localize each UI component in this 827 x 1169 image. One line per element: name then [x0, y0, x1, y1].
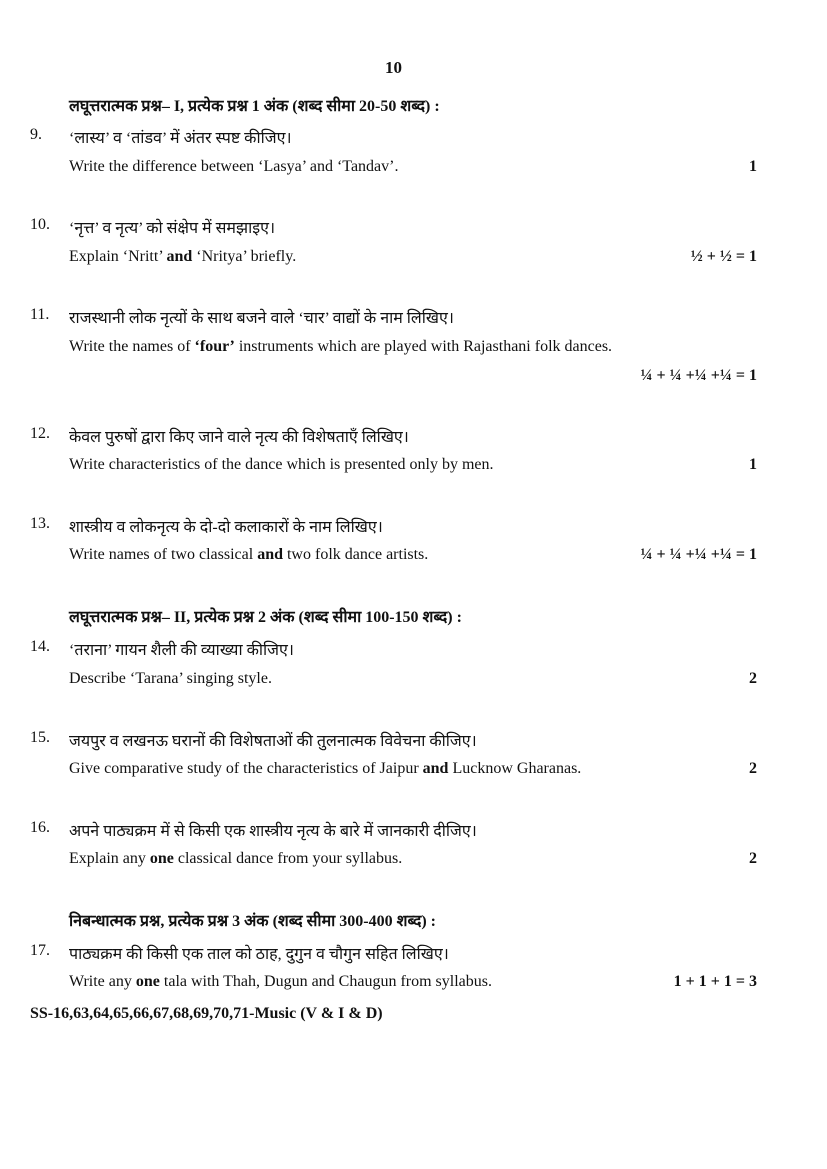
question-english-text: Explain ‘Nritt’ and ‘Nritya’ briefly.	[69, 248, 297, 265]
section-heading-essay: निबन्धात्मक प्रश्न, प्रत्येक प्रश्न 3 अंक (शब्द सीमा 300-400 शब्द) :	[69, 913, 436, 930]
question-number: 16.	[30, 819, 50, 836]
section-heading-short-answer-1: लघूत्तरात्मक प्रश्न– I, प्रत्येक प्रश्न 1 अंक (शब्द सीमा 20-50 शब्द) :	[69, 98, 440, 115]
question-number: 14.	[30, 638, 50, 655]
question-english-text: Write the difference between ‘Lasya’ and ‘Tandav’.	[69, 158, 399, 175]
question-marks: 1 + 1 + 1 = 3	[673, 973, 757, 990]
question-hindi-text: ‘नृत्त’ व नृत्य’ को संक्षेप में समझाइए।	[69, 220, 276, 237]
section-heading-short-answer-2: लघूत्तरात्मक प्रश्न– II, प्रत्येक प्रश्न 2 अंक (शब्द सीमा 100-150 शब्द) :	[69, 609, 462, 626]
page-number: 10	[385, 58, 402, 77]
question-number: 9.	[30, 126, 42, 143]
question-hindi-text: जयपुर व लखनऊ घरानों की विशेषताओं की तुलनात्मक विवेचना कीजिए।	[69, 733, 477, 750]
question-number: 15.	[30, 729, 50, 746]
question-marks: 1	[749, 456, 757, 473]
question-hindi-text: पाठ्यक्रम की किसी एक ताल को ठाह, दुगुन व चौगुन सहित लिखिए।	[69, 946, 449, 963]
question-english-text: Explain any one classical dance from your syllabus.	[69, 850, 403, 867]
question-number: 17.	[30, 942, 50, 959]
question-english-text: Give comparative study of the characteristics of Jaipur and Lucknow Gharanas.	[69, 760, 582, 777]
question-english-text: Describe ‘Tarana’ singing style.	[69, 670, 272, 687]
question-english-text: Write any one tala with Thah, Dugun and Chaugun from syllabus.	[69, 973, 492, 990]
question-hindi-text: ‘तराना’ गायन शैली की व्याख्या कीजिए।	[69, 642, 294, 659]
question-number: 12.	[30, 425, 50, 442]
question-marks: 2	[749, 670, 757, 687]
question-marks: 2	[749, 760, 757, 777]
question-number: 13.	[30, 515, 50, 532]
question-number: 10.	[30, 216, 50, 233]
paper-code-footer: SS-16,63,64,65,66,67,68,69,70,71-Music (V & I & D)	[30, 1005, 383, 1022]
question-marks: ¼ + ¼ +¼ +¼ = 1	[640, 546, 757, 563]
question-english-text: Write names of two classical and two folk dance artists.	[69, 546, 429, 563]
question-marks: 2	[749, 850, 757, 867]
question-hindi-text: शास्त्रीय व लोकनृत्य के दो-दो कलाकारों के नाम लिखिए।	[69, 519, 383, 536]
question-english-text: Write characteristics of the dance which is presented only by men.	[69, 456, 494, 473]
question-marks: ¼ + ¼ +¼ +¼ = 1	[640, 367, 757, 384]
question-hindi-text: केवल पुरुषों द्वारा किए जाने वाले नृत्य की विशेषताएँ लिखिए।	[69, 429, 409, 446]
question-number: 11.	[30, 306, 50, 323]
question-hindi-text: राजस्थानी लोक नृत्यों के साथ बजने वाले ‘चार’ वाद्यों के नाम लिखिए।	[69, 310, 454, 327]
question-hindi-text: अपने पाठ्यक्रम में से किसी एक शास्त्रीय नृत्य के बारे में जानकारी दीजिए।	[69, 823, 477, 840]
question-marks: ½ + ½ = 1	[690, 248, 757, 265]
question-english-text: Write the names of ‘four’ instruments which are played with Rajasthani folk dances.	[69, 338, 613, 355]
question-hindi-text: ‘लास्य’ व ‘तांडव’ में अंतर स्पष्ट कीजिए।	[69, 130, 292, 147]
question-marks: 1	[749, 158, 757, 175]
